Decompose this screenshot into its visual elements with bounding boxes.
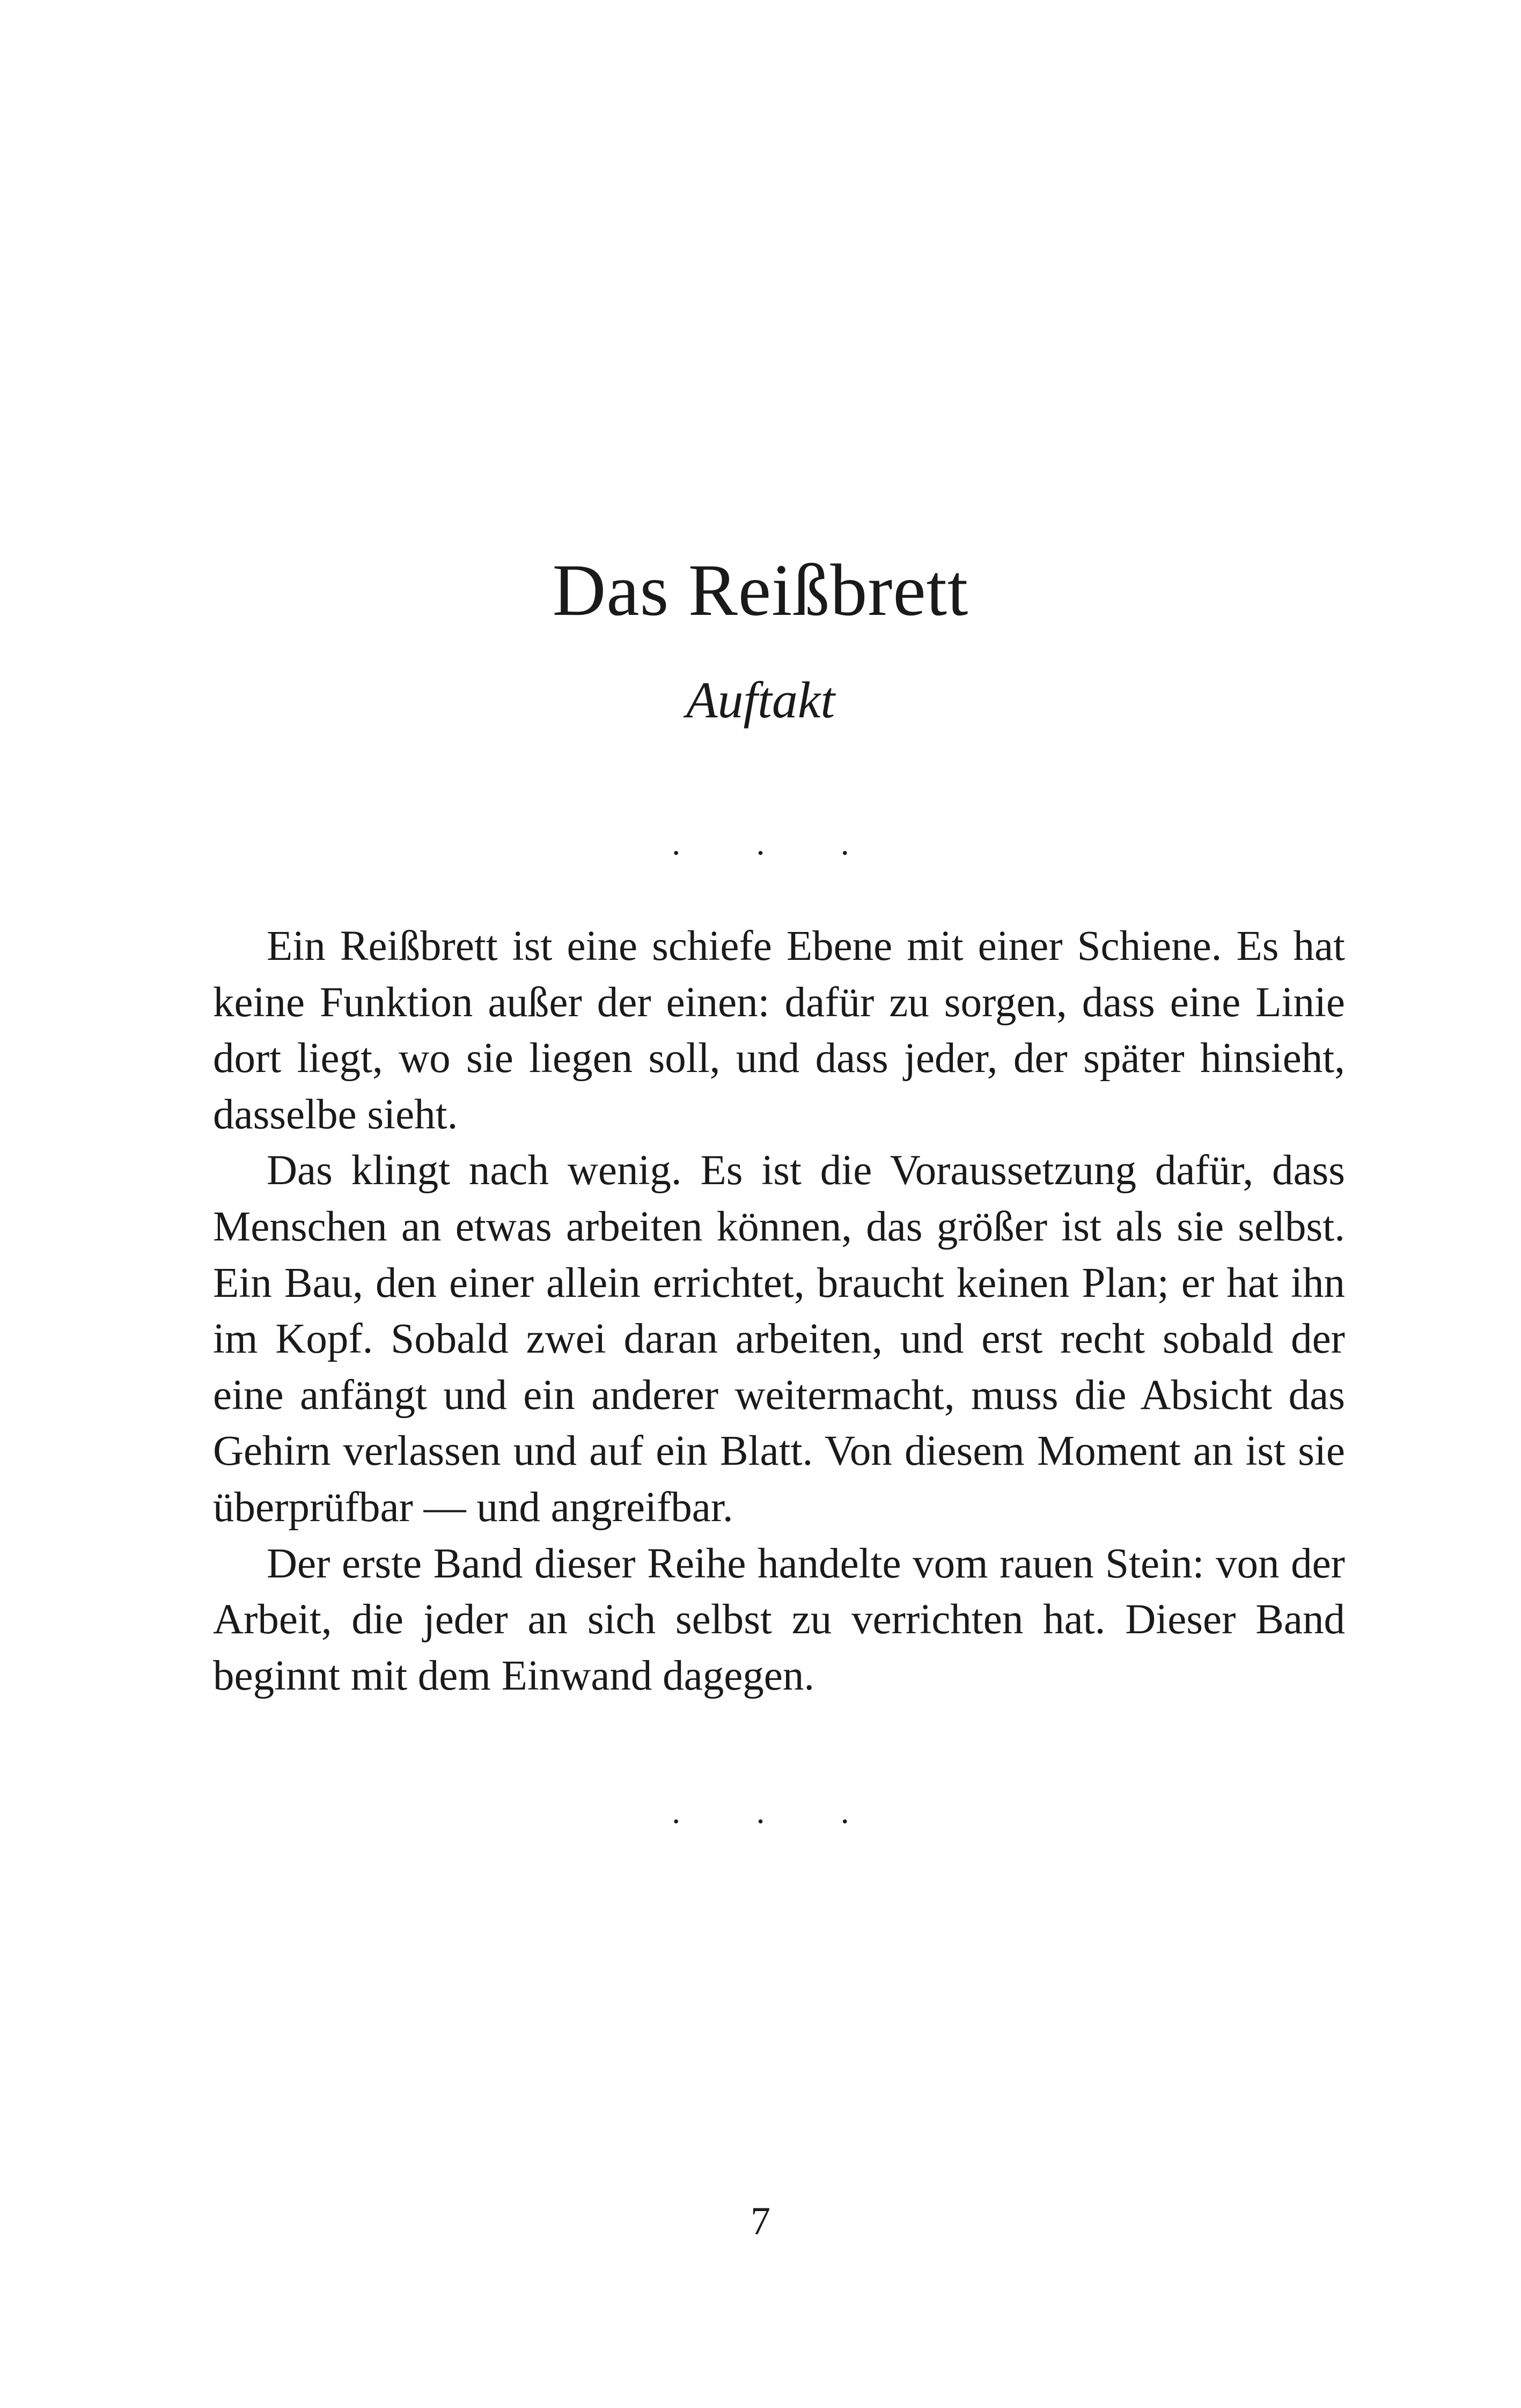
paragraph-3: Der erste Band dieser Reihe handelte vom rauen Stein: von der Arbeit, die jeder an sich selbst zu verrichten hat. Dieser Band beginnt mit dem Einwand dagegen. [213,1540,1345,1699]
section-ornament-top: · · · [670,834,883,872]
chapter-subtitle: Auftakt [686,671,835,729]
chapter-title: Das Reißbrett [552,549,969,631]
paragraph-1: Ein Reißbrett ist eine schiefe Ebene mit einer Schiene. Es hat keine Funktion außer der einen: dafür zu sorgen, dass eine Linie dort liegt, wo sie liegen soll, und dass jeder, der später hinsieht, dasselbe sieht. [213,923,1345,1138]
section-ornament-bottom: · · · [670,1802,883,1840]
page-number: 7 [751,2199,770,2243]
paragraph-2: Das klingt nach wenig. Es ist die Voraussetzung dafür, dass Menschen an etwas arbeiten können, das größer ist als sie selbst. Ein Bau, den einer allein errichtet, braucht keinen Plan; er hat ihn im Kopf. Sobald zwei daran arbeiten, und erst recht sobald der eine anfängt und ein anderer weitermacht, muss die Absicht das Gehirn verlassen und auf ein Blatt. Von diesem Moment an ist sie überprüfbar — und angreifbar. [213,1147,1345,1531]
chapter-body [213,919,1345,1704]
